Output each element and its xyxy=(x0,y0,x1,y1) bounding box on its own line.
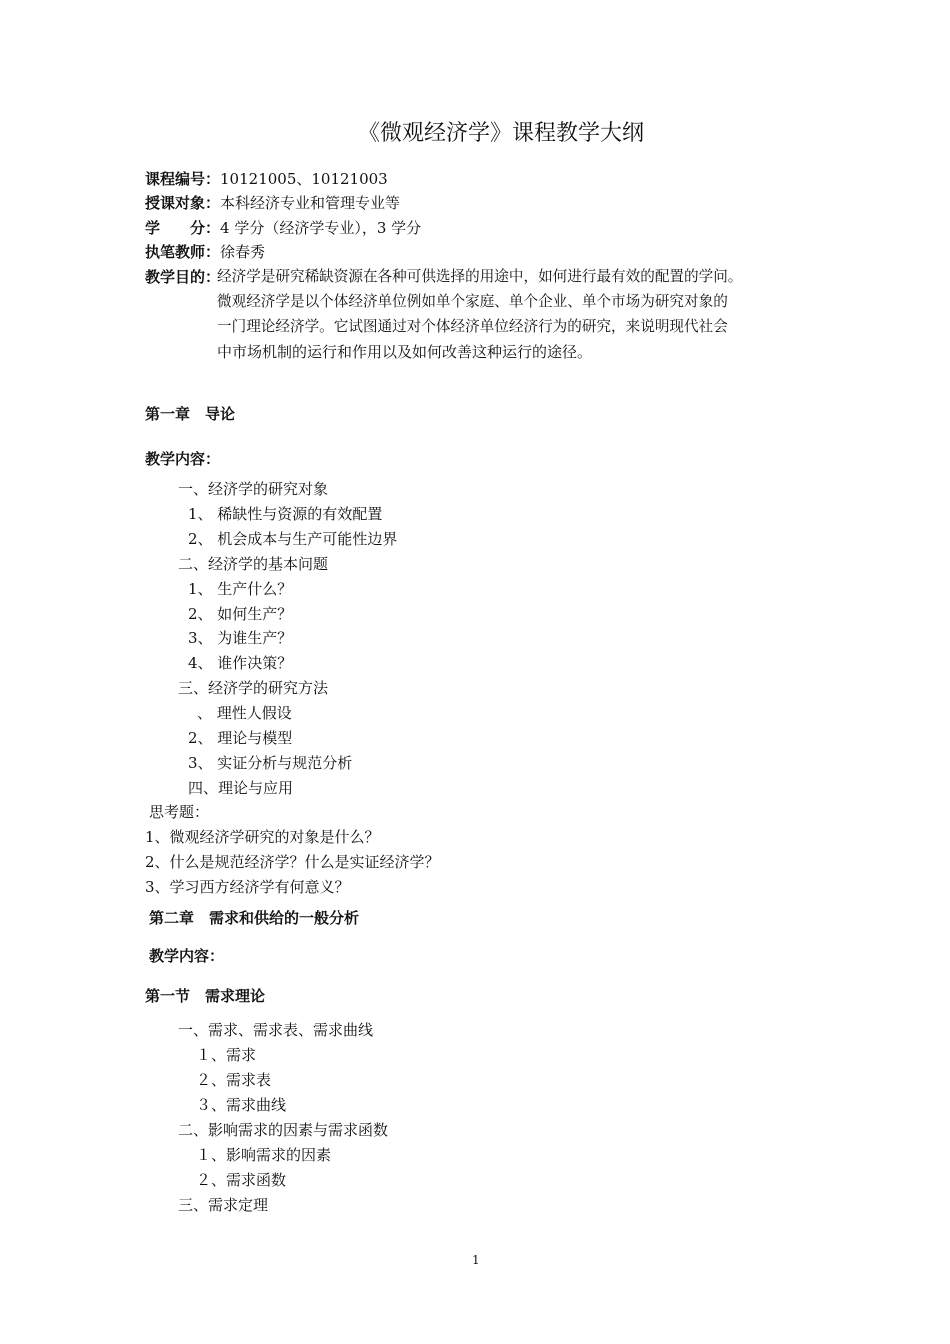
course-code-value: 10121005、10121003 xyxy=(220,170,388,188)
purpose-line: 经济学是研究稀缺资源在各种可供选择的用途中，如何进行最有效的配置的学问。 xyxy=(217,268,743,285)
outline-item: 一、经济学的研究对象 xyxy=(178,480,329,498)
outline-item: 、 理性人假设 xyxy=(197,704,292,722)
purpose-line: 中市场机制的运行和作用以及如何改善这种运行的途径。 xyxy=(217,343,593,361)
outline-item: 四、理论与应用 xyxy=(188,779,294,797)
question-item: 1、微观经济学研究的对象是什么？ xyxy=(145,828,380,846)
audience-label: 授课对象： xyxy=(145,194,221,212)
page-number: 1 xyxy=(472,1253,480,1267)
chapter1-heading: 第一章 导论 xyxy=(145,405,236,423)
audience-value: 本科经济专业和管理专业等 xyxy=(220,194,401,212)
question-item: 3、学习西方经济学有何意义？ xyxy=(145,878,350,896)
questions-label: 思考题： xyxy=(149,803,210,821)
outline-item: ２、需求函数 xyxy=(196,1171,287,1189)
outline-item: 二、经济学的基本问题 xyxy=(178,555,329,573)
outline-item: 三、经济学的研究方法 xyxy=(178,679,329,697)
course-code-label: 课程编号： xyxy=(145,170,221,188)
outline-item: ２、需求表 xyxy=(196,1071,272,1089)
audience-row xyxy=(145,193,400,213)
outline-item: 2、 如何生产？ xyxy=(188,605,293,623)
section1-heading: 第一节 需求理论 xyxy=(145,987,266,1005)
outline-item: 2、 机会成本与生产可能性边界 xyxy=(188,530,398,548)
outline-item: 二、影响需求的因素与需求函数 xyxy=(178,1121,389,1139)
course-code-row xyxy=(145,169,388,189)
teacher-value: 徐春秀 xyxy=(220,243,266,261)
outline-item: 三、需求定理 xyxy=(178,1196,269,1214)
chapter2-heading: 第二章 需求和供给的一般分析 xyxy=(149,909,360,927)
credit-value: 4 学分（经济学专业），3 学分 xyxy=(220,219,422,237)
credit-label: 学 分： xyxy=(145,219,221,237)
outline-item: 1、 生产什么？ xyxy=(188,580,293,598)
outline-item: １、需求 xyxy=(196,1046,257,1064)
outline-item: 3、 为谁生产？ xyxy=(188,629,293,647)
outline-item: 2、 理论与模型 xyxy=(188,729,293,747)
chapter2-content-label: 教学内容： xyxy=(149,947,225,965)
outline-item: 1、 稀缺性与资源的有效配置 xyxy=(188,505,383,523)
chapter1-content-label: 教学内容： xyxy=(145,450,221,468)
outline-item: 一、需求、需求表、需求曲线 xyxy=(178,1021,374,1039)
outline-item: 3、 实证分析与规范分析 xyxy=(188,754,353,772)
outline-item: 4、 谁作决策？ xyxy=(188,654,293,672)
outline-item: １、影响需求的因素 xyxy=(196,1146,332,1164)
document-title: 《微观经济学》课程教学大纲 xyxy=(358,121,645,146)
credit-row xyxy=(145,218,421,238)
outline-item: ３、需求曲线 xyxy=(196,1096,287,1114)
purpose-label: 教学目的： xyxy=(145,268,221,286)
teacher-row xyxy=(145,242,265,262)
purpose-line: 一门理论经济学。它试图通过对个体经济单位经济行为的研究，来说明现代社会 xyxy=(217,318,728,335)
teacher-label: 执笔教师： xyxy=(145,243,221,261)
question-item: 2、什么是规范经济学？什么是实证经济学？ xyxy=(145,853,440,871)
purpose-line: 微观经济学是以个体经济单位例如单个家庭、单个企业、单个市场为研究对象的 xyxy=(217,293,728,310)
